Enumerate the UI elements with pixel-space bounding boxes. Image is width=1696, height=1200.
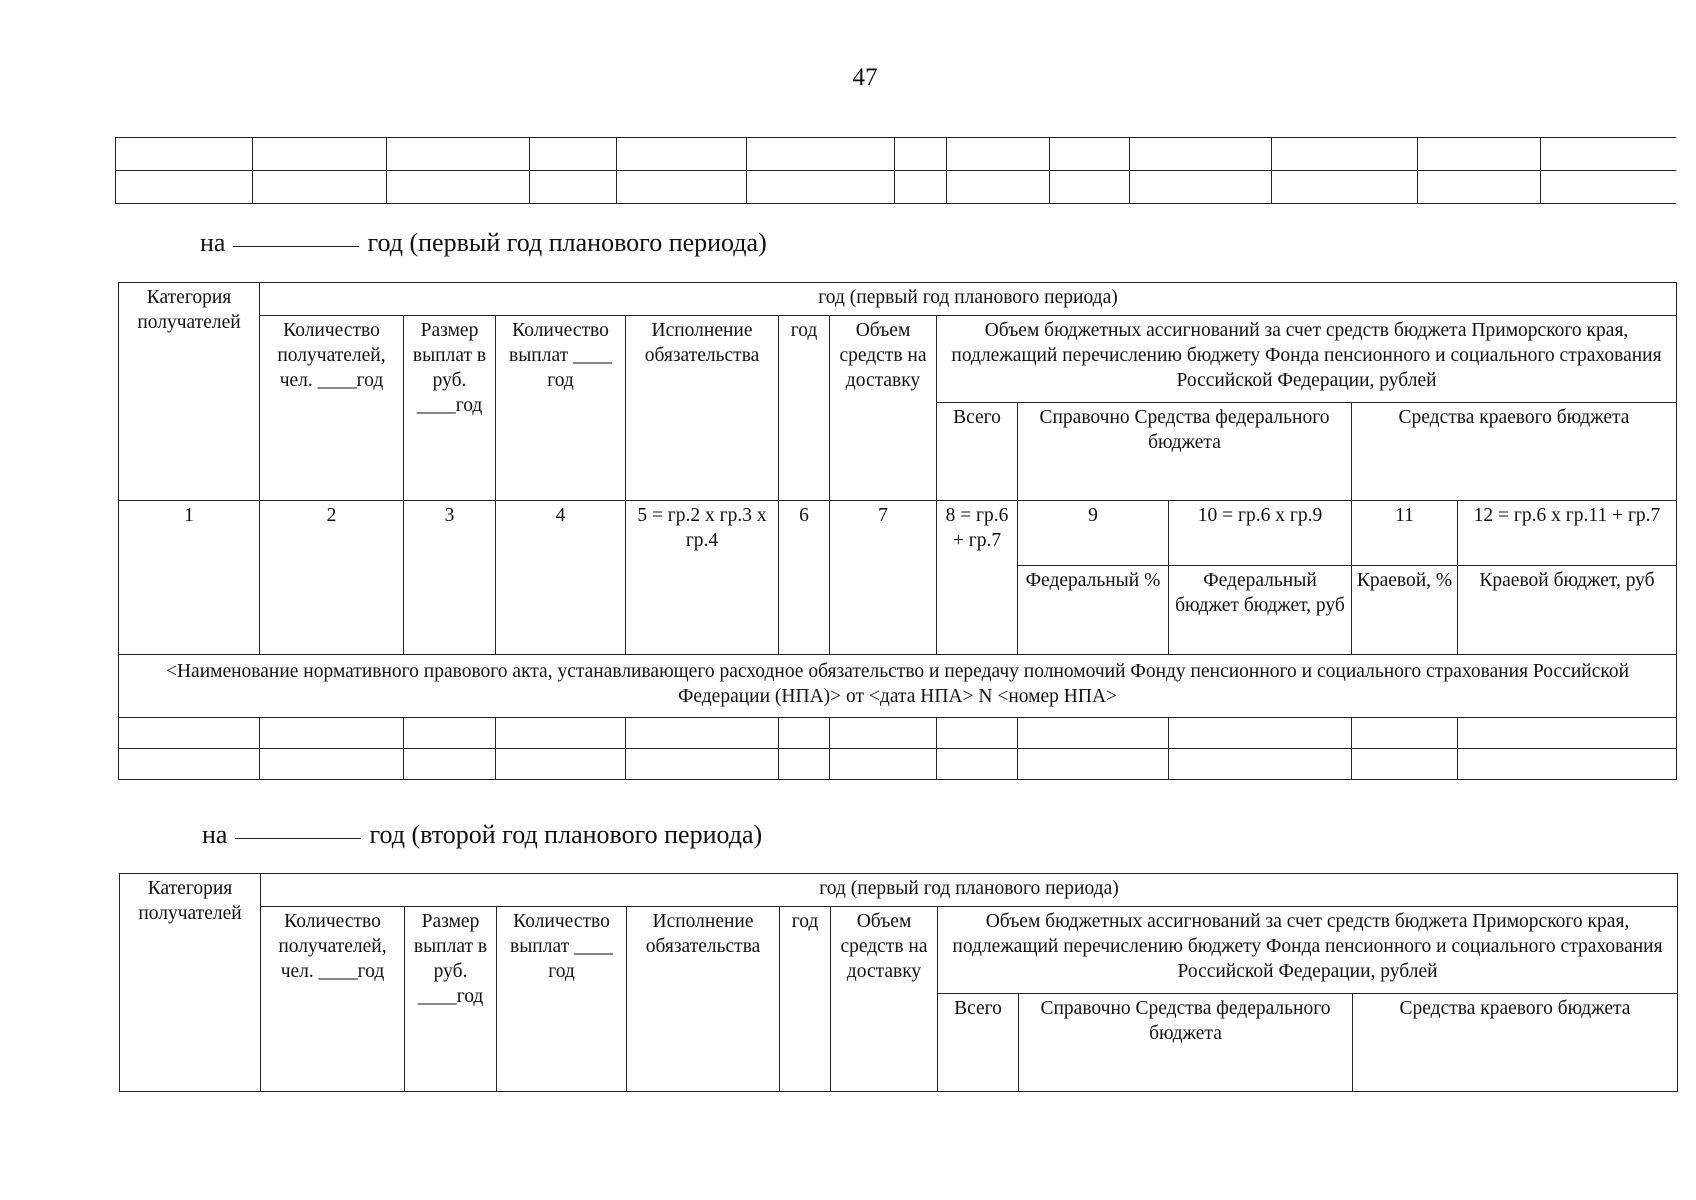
- header-count-recipients: Количество получателей, чел. ____год: [261, 907, 405, 1092]
- col-number-5: 5 = гр.2 х гр.3 х гр.4: [626, 501, 779, 655]
- col-number-11: 11: [1352, 501, 1458, 566]
- header-count-payments: Количество выплат ____ год: [496, 316, 626, 501]
- header-payment-size: Размер выплат в руб. ____год: [404, 316, 496, 501]
- table-header-row: [120, 874, 1678, 907]
- header-category: Категория получателей: [120, 874, 261, 1092]
- table-cell: [617, 171, 747, 204]
- table-cell: [260, 749, 404, 780]
- table-header-row: [119, 316, 1677, 403]
- table-cell: [1541, 138, 1676, 171]
- table-cell: [1272, 138, 1418, 171]
- table-cell: [779, 749, 830, 780]
- table-cell: [404, 749, 496, 780]
- table-cell: [895, 138, 947, 171]
- table-cell: [1418, 138, 1541, 171]
- header-reference-federal: Справочно Средства федерального бюджета: [1018, 403, 1352, 501]
- table-cell: [1130, 138, 1272, 171]
- section-heading-first-year: [200, 228, 767, 258]
- table-cell: [1352, 718, 1458, 749]
- table-cell: [947, 171, 1050, 204]
- col-number-3: 3: [404, 501, 496, 655]
- table-cell: [530, 171, 617, 204]
- header-delivery: Объем средств на доставку: [830, 316, 937, 501]
- table-cell: [1169, 749, 1352, 780]
- col-number-10: 10 = гр.6 х гр.9: [1169, 501, 1352, 566]
- table-cell: [937, 749, 1018, 780]
- table-cell: [626, 749, 779, 780]
- table-cell: [1018, 749, 1169, 780]
- table-cell: [387, 138, 530, 171]
- header-reference-federal: Справочно Средства федерального бюджета: [1019, 994, 1353, 1092]
- header-payment-size: Размер выплат в руб. ____год: [405, 907, 497, 1092]
- table-cell: [617, 138, 747, 171]
- header-total: Всего: [937, 403, 1018, 501]
- table-header-row: [120, 907, 1678, 994]
- table-cell: [895, 171, 947, 204]
- header-count-payments: Количество выплат ____ год: [497, 907, 627, 1092]
- header-count-recipients: Количество получателей, чел. ____год: [260, 316, 404, 501]
- col-number-9: 9: [1018, 501, 1169, 566]
- table-header-row: [119, 283, 1677, 316]
- table-cell: [1050, 171, 1130, 204]
- col-number-2: 2: [260, 501, 404, 655]
- blank-line: [233, 246, 359, 247]
- table-cell: [1050, 138, 1130, 171]
- table-cell: [1018, 718, 1169, 749]
- heading-suffix: год (второй год планового периода): [369, 820, 763, 849]
- header-year: год: [780, 907, 831, 1092]
- npa-text: <Наименование нормативного правового акта, устанавливающего расходное обязательство и передачу полномочий Фонду пенсионного и социального страхования Российской Федерации (НПА)> от <дата НПА> N <номер НПА>: [119, 655, 1677, 718]
- col-number-7: 7: [830, 501, 937, 655]
- table-cell: [747, 171, 895, 204]
- column-number-row: [119, 501, 1677, 566]
- table-cell: [1418, 171, 1541, 204]
- col-number-6: 6: [779, 501, 830, 655]
- table-row: [116, 138, 1676, 171]
- table-cell: [116, 171, 253, 204]
- table-cell: [253, 138, 387, 171]
- header-category: Категория получателей: [119, 283, 260, 501]
- table-cell: [830, 749, 937, 780]
- heading-suffix: год (первый год планового периода): [367, 228, 767, 257]
- header-obligation: Исполнение обязательства: [626, 316, 779, 501]
- header-obligation: Исполнение обязательства: [627, 907, 780, 1092]
- col-number-8: 8 = гр.6 + гр.7: [937, 501, 1018, 655]
- table-cell: [1541, 171, 1676, 204]
- heading-prefix: на: [202, 820, 228, 849]
- table-cell: [830, 718, 937, 749]
- col-number-12: 12 = гр.6 х гр.11 + гр.7: [1458, 501, 1677, 566]
- table-cell: [496, 718, 626, 749]
- page-number: 47: [852, 64, 878, 91]
- header-delivery: Объем средств на доставку: [831, 907, 938, 1092]
- header-regional-funds: Средства краевого бюджета: [1352, 403, 1677, 501]
- second-year-table: [119, 873, 1678, 1092]
- table-cell: [387, 171, 530, 204]
- table-cell: [779, 718, 830, 749]
- header-budget-volume: Объем бюджетных ассигнований за счет средств бюджета Приморского края, подлежащий перечислению бюджету Фонда пенсионного и социального страхования Российской Федерации, рублей: [938, 907, 1678, 994]
- table-cell: [937, 718, 1018, 749]
- header-budget-volume: Объем бюджетных ассигнований за счет средств бюджета Приморского края, подлежащий перечислению бюджету Фонда пенсионного и социального страхования Российской Федерации, рублей: [937, 316, 1677, 403]
- table-cell: [260, 718, 404, 749]
- table-cell: [119, 749, 260, 780]
- table-cell: [1272, 171, 1418, 204]
- header-year: год: [779, 316, 830, 501]
- npa-row: [119, 655, 1677, 718]
- header-total: Всего: [938, 994, 1019, 1092]
- section-heading-second-year: [202, 820, 762, 850]
- first-year-table: [118, 282, 1677, 780]
- label-regional-pct: Краевой, %: [1352, 566, 1458, 655]
- blank-line: [235, 838, 361, 839]
- label-federal-rub: Федеральный бюджет бюджет, руб: [1169, 566, 1352, 655]
- label-regional-rub: Краевой бюджет, руб: [1458, 566, 1677, 655]
- table-cell: [1458, 749, 1677, 780]
- table-cell: [1458, 718, 1677, 749]
- header-period: год (первый год планового периода): [260, 283, 1677, 316]
- table-cell: [119, 718, 260, 749]
- table-cell: [116, 138, 253, 171]
- table-cell: [626, 718, 779, 749]
- table-row: [119, 718, 1677, 749]
- label-federal-pct: Федеральный %: [1018, 566, 1169, 655]
- header-regional-funds: Средства краевого бюджета: [1353, 994, 1678, 1092]
- header-period: год (первый год планового периода): [261, 874, 1678, 907]
- table-cell: [496, 749, 626, 780]
- table-row: [119, 749, 1677, 780]
- table-cell: [947, 138, 1050, 171]
- col-number-4: 4: [496, 501, 626, 655]
- table-cell: [1352, 749, 1458, 780]
- table-cell: [253, 171, 387, 204]
- table-cell: [404, 718, 496, 749]
- table-cell: [747, 138, 895, 171]
- table-cell: [1130, 171, 1272, 204]
- col-number-1: 1: [119, 501, 260, 655]
- heading-prefix: на: [200, 228, 226, 257]
- table-cell: [1169, 718, 1352, 749]
- table-cell: [530, 138, 617, 171]
- continuation-table: [115, 137, 1676, 204]
- table-row: [116, 171, 1676, 204]
